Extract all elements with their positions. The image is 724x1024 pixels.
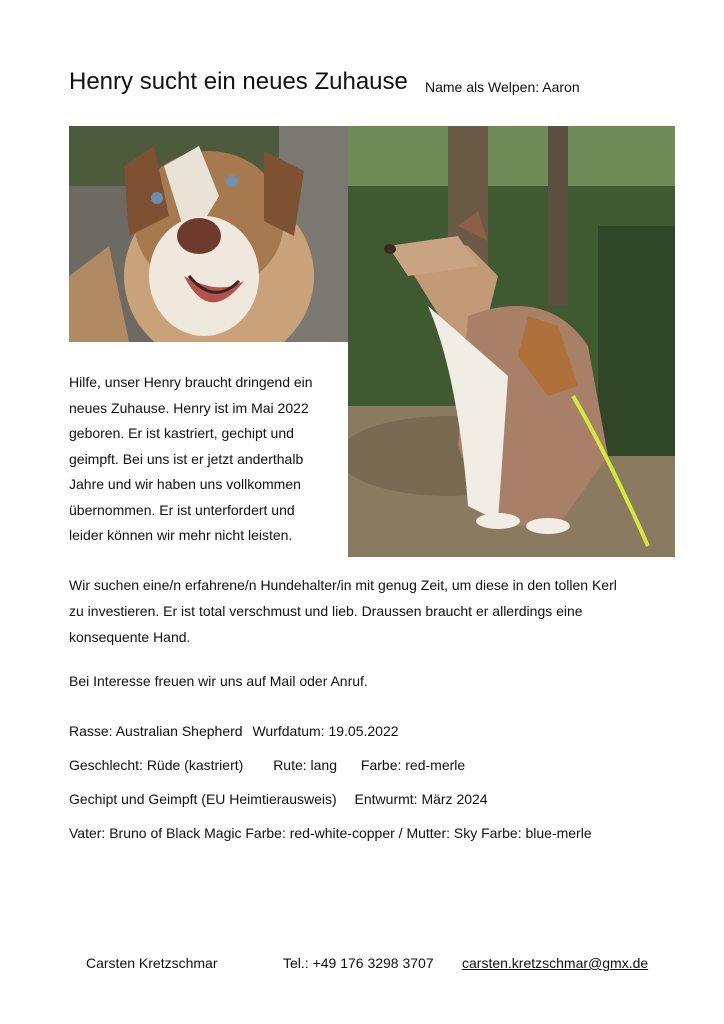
dog-sitting-photo: [348, 126, 675, 557]
intro-line: Jahre und wir haben uns vollkommen: [69, 476, 301, 492]
fact-chip: Gechipt und Geimpft (EU Heimtierausweis): [69, 791, 337, 807]
fact-row-sex: [69, 754, 465, 776]
contact-invite: Bei Interesse freuen wir uns auf Mail oder Anruf.: [69, 673, 368, 689]
contact-email-link[interactable]: carsten.kretzschmar@gmx.de: [462, 955, 649, 971]
fact-row-chip: [69, 788, 488, 810]
paragraph-line: Wir suchen eine/n erfahrene/n Hundehalter/in mit genug Zeit, um diese in den tollen Kerl: [69, 577, 617, 593]
contact-name: Carsten Kretzschmar: [86, 955, 218, 971]
fact-breed: Rasse: Australian Shepherd: [69, 723, 243, 739]
page-title: Henry sucht ein neues Zuhause: [69, 68, 408, 95]
search-paragraph: [69, 572, 669, 650]
fact-row-breed: [69, 720, 399, 742]
intro-text: [69, 370, 339, 549]
paragraph-line: konsequente Hand.: [69, 629, 191, 645]
intro-line: leider können wir mehr nicht leisten.: [69, 527, 293, 543]
fact-parents: Vater: Bruno of Black Magic Farbe: red-white-copper / Mutter: Sky Farbe: blue-merle: [69, 825, 592, 841]
fact-sex: Geschlecht: Rüde (kastriert): [69, 757, 244, 773]
intro-line: neues Zuhause. Henry ist im Mai 2022: [69, 399, 309, 416]
dog-portrait-photo: [69, 126, 349, 342]
fact-deworming: Entwurmt: März 2024: [354, 791, 488, 807]
fact-birthdate: Wurfdatum: 19.05.2022: [252, 723, 399, 739]
intro-line: geboren. Er ist kastriert, gechipt und: [69, 425, 294, 441]
puppy-name-subtitle: Name als Welpen: Aaron: [425, 79, 580, 95]
paragraph-line: zu investieren. Er ist total verschmust und lieb. Draussen braucht er allerdings eine: [69, 603, 583, 619]
intro-line: geimpft. Bei uns ist er jetzt anderthalb: [69, 450, 304, 467]
fact-tail: Rute: lang: [273, 757, 338, 773]
fact-color: Farbe: red-merle: [360, 757, 466, 773]
intro-line: Hilfe, unser Henry braucht dringend ein: [69, 374, 313, 390]
fact-row-parents: [69, 822, 592, 844]
intro-line: übernommen. Er ist unterfordert und: [69, 501, 295, 518]
contact-phone[interactable]: Tel.: +49 176 3298 3707: [283, 955, 434, 971]
